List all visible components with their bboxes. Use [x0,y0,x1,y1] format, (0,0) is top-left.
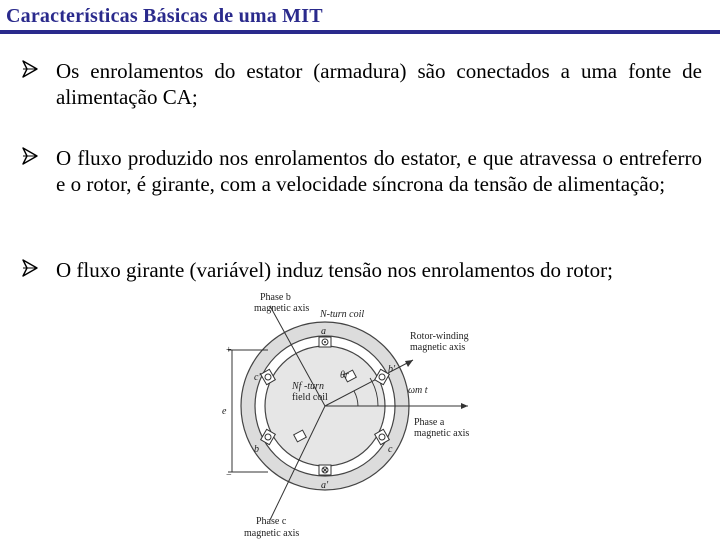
minus-label: − [226,470,232,481]
voltage-label: e [222,406,227,417]
rotor-winding-label-2: magnetic axis [410,342,466,353]
arrow-bullet-icon [22,259,38,277]
field-coil-label: Nf -turn [292,381,324,392]
omega-label: ωm t [408,385,428,396]
coil-label: c' [254,372,261,383]
coil-label: b [254,444,259,455]
bullet-text: O fluxo produzido nos enrolamentos do estator, e que atravessa o entreferro e o rotor, é girante, com a velocidade síncrona da tensão de alimentação; [56,146,702,196]
phase-b-label-2: magnetic axis [254,303,310,314]
arrow-bullet-icon [22,60,38,78]
phase-c-label-2: magnetic axis [244,528,300,539]
phase-b-label: Phase b [260,292,291,303]
theta-label: θr [340,370,349,381]
induction-machine-diagram [218,288,488,540]
phase-a-label-2: magnetic axis [414,428,470,439]
bullet-text: Os enrolamentos do estator (armadura) são conectados a uma fonte de alimentação CA; [56,59,702,109]
coil-label: a' [321,480,329,491]
rotor-winding-label: Rotor-winding [410,331,469,342]
phase-c-label: Phase c [256,516,287,527]
coil-label: b' [388,364,396,375]
n-turn-coil-label: N-turn coil [320,309,365,320]
arrow-bullet-icon [22,147,38,165]
coil-label: a [321,326,326,337]
coil-label: c [388,444,393,455]
coil-a-prime [319,465,331,475]
title-underline [0,30,720,34]
phase-a-label: Phase a [414,417,445,428]
coil-a [319,337,331,347]
slide-title: Características Básicas de uma MIT [6,5,323,27]
plus-label: + [226,345,232,356]
bullet-text: O fluxo girante (variável) induz tensão nos enrolamentos do rotor; [56,258,613,282]
field-coil-label-2: field coil [292,392,328,403]
